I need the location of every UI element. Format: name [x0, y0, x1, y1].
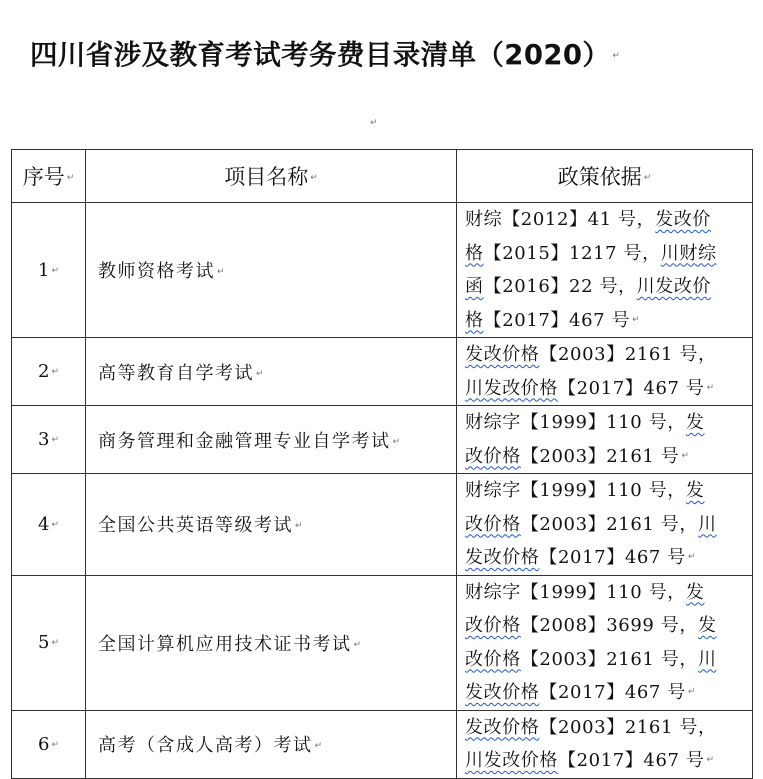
policy-text: 【2017】467 号 — [483, 309, 631, 331]
policy-text: 【2003】2161 号 — [520, 445, 680, 467]
policy-basis-line — [465, 711, 752, 745]
policy-text: 财综【2012】41 号， — [465, 209, 656, 230]
policy-basis-line — [465, 576, 752, 610]
paragraph-mark-icon: ↵ — [51, 265, 59, 276]
policy-text: 【2017】467 号 — [539, 547, 686, 568]
paragraph-mark-icon: ↵ — [66, 173, 75, 183]
policy-basis-line — [465, 270, 752, 304]
policy-basis-cell — [457, 710, 753, 778]
policy-basis-cell — [457, 474, 753, 576]
table-row — [12, 474, 753, 576]
row-number: 1 — [38, 259, 50, 281]
policy-basis-line — [465, 541, 752, 575]
policy-basis-cell — [457, 338, 753, 406]
paragraph-mark-icon: ↵ — [632, 314, 641, 325]
policy-basis-line — [465, 508, 752, 542]
table-header-row — [12, 150, 753, 203]
paragraph-mark-icon: ↵ — [217, 267, 227, 277]
paragraph-mark-icon: ↵ — [51, 435, 59, 445]
policy-basis-line — [465, 406, 752, 440]
paragraph-mark-icon: ↵ — [681, 450, 690, 461]
policy-basis-cell — [457, 203, 753, 338]
policy-basis-line — [465, 237, 752, 271]
row-number-cell — [12, 338, 86, 406]
row-number: 3 — [38, 429, 50, 450]
spellcheck-flagged-text: 发改价格 — [465, 716, 540, 738]
item-name: 商务管理和金融管理专业自学考试 — [98, 430, 391, 452]
paragraph-mark-icon: ↵ — [310, 173, 318, 183]
paragraph-mark-icon: ↵ — [392, 436, 402, 447]
header-policy-basis: 政策依据 ↵ — [457, 150, 753, 203]
policy-text: 财综字【1999】110 号， — [465, 581, 686, 603]
table-row — [12, 338, 753, 406]
fee-list-table — [11, 149, 753, 779]
spellcheck-flagged-text: 发改价 — [655, 209, 712, 230]
table-row — [12, 575, 753, 710]
row-number: 2 — [38, 361, 50, 382]
paragraph-mark-icon: ↵ — [687, 552, 697, 563]
policy-text: 财综字【1999】110 号， — [465, 412, 686, 433]
item-name-cell — [86, 474, 457, 576]
spellcheck-flagged-text: 发 — [685, 581, 705, 603]
item-name: 教师资格考试 — [98, 261, 215, 282]
policy-basis-line — [465, 676, 752, 710]
spellcheck-flagged-text: 改价格 — [465, 615, 521, 636]
policy-text: 【2003】2161 号， — [539, 716, 717, 738]
policy-text: 【2015】1217 号， — [483, 242, 661, 264]
spellcheck-flagged-text: 发改价格 — [465, 682, 540, 703]
row-number-cell — [12, 710, 86, 778]
table-row — [12, 203, 753, 338]
policy-basis-line — [465, 338, 752, 372]
item-name-cell — [86, 338, 457, 406]
policy-text: 【2017】467 号 — [539, 682, 686, 703]
policy-basis-line — [465, 372, 752, 406]
row-number: 6 — [38, 733, 50, 755]
item-name: 高考（含成人高考）考试 — [98, 735, 313, 756]
spellcheck-flagged-text: 改价格 — [465, 648, 521, 670]
spellcheck-flagged-text: 格 — [465, 309, 484, 331]
row-number-cell — [12, 203, 86, 338]
paragraph-mark-icon: ↵ — [51, 519, 59, 530]
policy-basis-line — [465, 744, 752, 778]
policy-text: 【2003】2161 号， — [520, 513, 698, 535]
policy-basis-line — [465, 609, 752, 643]
spellcheck-flagged-text: 川发改价 — [636, 276, 712, 297]
paragraph-mark-icon: ↵ — [612, 51, 621, 62]
policy-basis-cell — [457, 406, 753, 474]
paragraph-mark-icon: ↵ — [706, 382, 715, 393]
item-name-cell — [86, 203, 457, 338]
row-number-cell — [12, 406, 86, 474]
paragraph-mark-icon: ↵ — [295, 521, 305, 532]
policy-text: 【2017】467 号 — [558, 750, 705, 771]
paragraph-mark-icon: ↵ — [256, 368, 266, 379]
policy-basis-cell — [457, 575, 753, 710]
spellcheck-flagged-text: 川 — [697, 513, 717, 535]
paragraph-mark-icon: ↵ — [51, 739, 59, 750]
header-item-name: 项目名称 ↵ — [86, 150, 457, 203]
row-number-cell — [12, 474, 86, 576]
spellcheck-flagged-text: 川 — [697, 648, 717, 670]
spellcheck-flagged-text: 发改价格 — [465, 547, 540, 568]
spellcheck-flagged-text: 川发改价格 — [465, 750, 558, 771]
spellcheck-flagged-text: 改价格 — [465, 513, 521, 535]
spellcheck-flagged-text: 发改价格 — [465, 344, 540, 365]
empty-paragraph — [368, 112, 378, 131]
policy-text: 【2017】467 号 — [558, 377, 705, 399]
policy-text: 【2003】2161 号， — [520, 648, 698, 670]
item-name: 高等教育自学考试 — [98, 362, 254, 384]
header-number: 序号 ↵ — [12, 150, 86, 203]
spellcheck-flagged-text: 川发改价格 — [465, 377, 558, 399]
policy-basis-line — [465, 440, 752, 474]
policy-basis-line — [465, 203, 752, 237]
paragraph-mark-icon: ↵ — [370, 117, 378, 128]
spellcheck-flagged-text: 改价格 — [465, 445, 521, 467]
item-name-cell — [86, 406, 457, 474]
policy-text: 【2008】3699 号， — [520, 615, 698, 636]
paragraph-mark-icon: ↵ — [353, 639, 363, 650]
item-name: 全国公共英语等级考试 — [98, 515, 293, 537]
spellcheck-flagged-text: 函 — [465, 276, 484, 297]
paragraph-mark-icon: ↵ — [706, 755, 715, 766]
table-row — [12, 406, 753, 474]
spellcheck-flagged-text: 川财综 — [660, 242, 717, 264]
paragraph-mark-icon: ↵ — [314, 741, 324, 751]
policy-text: 财综字【1999】110 号， — [465, 480, 686, 501]
paragraph-mark-icon: ↵ — [687, 687, 697, 698]
item-name-cell — [86, 575, 457, 710]
paragraph-mark-icon: ↵ — [51, 638, 59, 648]
document-title: 四川省涉及教育考试考务费目录清单（2020） ↵ — [30, 39, 621, 72]
item-name-cell — [86, 710, 457, 778]
table-row — [12, 710, 753, 778]
spellcheck-flagged-text: 发 — [697, 615, 717, 636]
row-number: 5 — [38, 632, 50, 653]
policy-text: 【2003】2161 号， — [539, 344, 717, 365]
policy-basis-line — [465, 643, 752, 677]
policy-text: 【2016】22 号， — [483, 276, 637, 297]
spellcheck-flagged-text: 发 — [685, 480, 705, 501]
row-number-cell — [12, 575, 86, 710]
spellcheck-flagged-text: 格 — [465, 242, 484, 264]
row-number: 4 — [38, 513, 50, 535]
item-name: 全国计算机应用技术证书考试 — [98, 633, 352, 655]
policy-basis-line — [465, 474, 752, 508]
paragraph-mark-icon: ↵ — [51, 367, 59, 377]
policy-basis-line — [465, 304, 752, 338]
spellcheck-flagged-text: 发 — [685, 412, 705, 433]
paragraph-mark-icon: ↵ — [643, 173, 652, 183]
